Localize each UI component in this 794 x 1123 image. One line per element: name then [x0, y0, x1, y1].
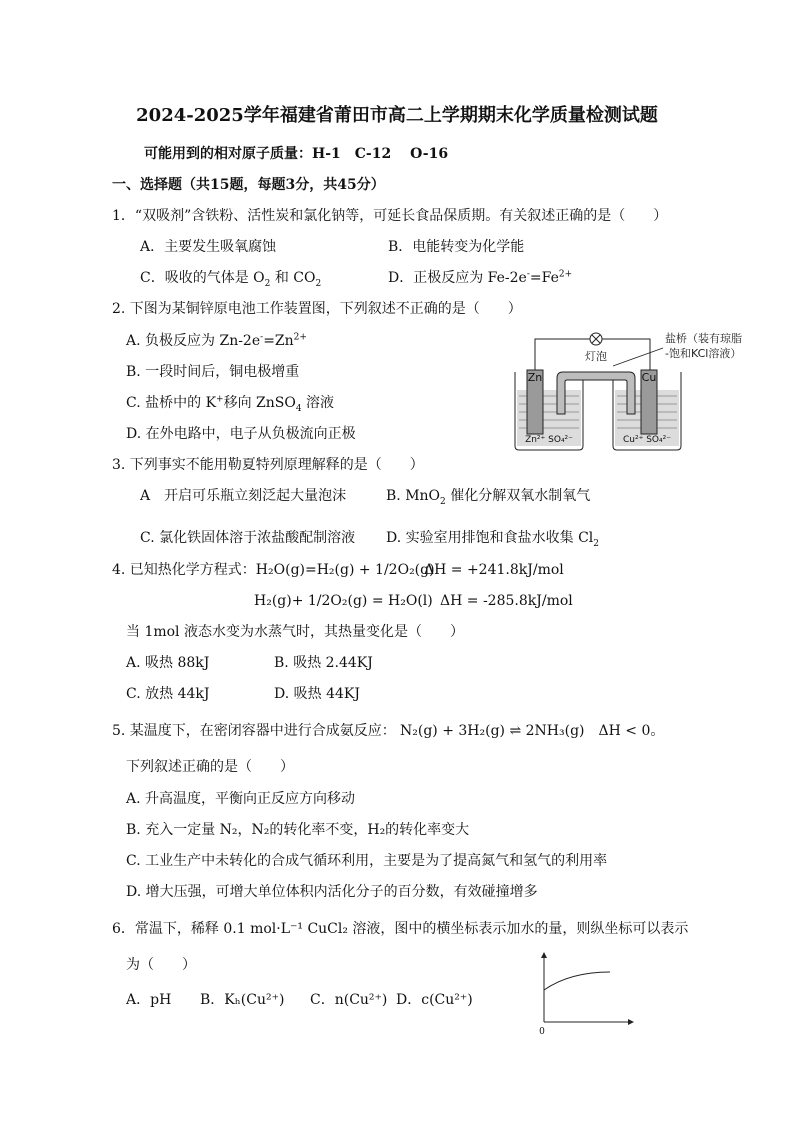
q2-option-a: A. 负极反应为 $Zn-2e^-=Zn^{2+}$ — [126, 332, 307, 349]
q1-option-b: B．电能转变为化学能 — [388, 239, 525, 255]
q4-option-a: A. 吸热 88kJ — [126, 655, 210, 671]
q5-option-c: C. 工业生产中未转化的合成气循环利用，主要是为了提高氮气和氢气的利用率 — [126, 853, 608, 869]
dilution-graph — [530, 950, 640, 1040]
q6-option-c: C．n(Cu²⁺) — [310, 992, 388, 1008]
salt-bridge-label-2: -饱和KCl溶液） — [665, 347, 742, 360]
q4-option-d: D. 吸热 44KJ — [274, 686, 360, 702]
galvanic-cell-diagram — [505, 326, 765, 452]
left-ions-label: Zn²⁺ SO₄²⁻ — [525, 435, 573, 445]
x-axis-arrow — [628, 1019, 634, 1025]
q1-option-a: A．主要发生吸氧腐蚀 — [140, 239, 277, 255]
q6-stem: 6．常温下，稀释 0.1 mol·L⁻¹ CuCl₂ 溶液，图中的横坐标表示加水的量，则纵坐标可以表示 — [112, 921, 689, 937]
q6-option-d: D．c(Cu²⁺) — [396, 992, 473, 1008]
q3-stem: 3. 下列事实不能用勒夏特列原理解释的是（ ） — [112, 457, 424, 473]
right-ions-label: Cu²⁺ SO₄²⁻ — [623, 435, 671, 445]
q5-option-b: B. 充入一定量 N₂，N₂的转化率不变，H₂的转化率变大 — [126, 822, 470, 838]
q6-question: 为（ ） — [126, 957, 196, 973]
zn-label: Zn — [527, 371, 543, 384]
section-heading: 一、选择题（共15题，每题3分，共45分） — [112, 177, 385, 193]
q4-dh1: ΔH = +241.8kJ/mol — [424, 562, 564, 578]
q2-option-d: D. 在外电路中，电子从负极流向正极 — [126, 426, 356, 442]
bulb-icon — [590, 333, 602, 345]
q5-option-a: A. 升高温度，平衡向正反应方向移动 — [126, 791, 356, 807]
q4-question: 当 1mol 液态水变为水蒸气时，其热量变化是（ ） — [126, 624, 464, 640]
q5-question: 下列叙述正确的是（ ） — [126, 759, 294, 775]
salt-bridge-label-1: 盐桥（装有琼脂 — [665, 332, 742, 345]
q4-option-c: C. 放热 44kJ — [126, 686, 210, 702]
q5-stem: 5. 某温度下，在密闭容器中进行合成氨反应： — [112, 723, 396, 739]
q3-option-a: A 开启可乐瓶立刻泛起大量泡沫 — [140, 488, 347, 504]
page-title: 2024-2025学年福建省莆田市高二上学期期末化学质量检测试题 — [136, 105, 658, 126]
y-axis-arrow — [541, 952, 547, 958]
q4-stem: 4. 已知热化学方程式：H₂O(g)=H₂(g) + 1/2O₂(g) — [112, 562, 435, 578]
graph-origin-label: 0 — [539, 1027, 545, 1037]
q2-option-c: C. 盐桥中的 K+移向 ZnSO$_4$ 溶液 — [126, 394, 335, 414]
q6-option-b: B．Kₕ(Cu²⁺) — [200, 992, 285, 1008]
atomic-mass-line: 可能用到的相对原子质量：H-1 C-12 O-16 — [144, 146, 449, 162]
q1-option-c: C．吸收的气体是 $O_2$ 和 $CO_2$ — [140, 270, 322, 289]
q6-option-a: A．pH — [126, 992, 172, 1008]
q3-option-b: B. MnO$_2$ 催化分解双氧水制氧气 — [386, 488, 591, 507]
q3-option-c: C. 氯化铁固体溶于浓盐酸配制溶液 — [140, 530, 356, 546]
q5-equation: N₂(g) + 3H₂(g) ⇌ 2NH₃(g) ΔH < 0。 — [400, 723, 665, 739]
q5-option-d: D. 增大压强，可增大单位体积内活化分子的百分数，有效碰撞增多 — [126, 884, 538, 900]
q4-option-b: B. 吸热 2.44KJ — [274, 655, 373, 671]
graph-curve — [544, 972, 610, 990]
bulb-label: 灯泡 — [585, 350, 607, 363]
q4-eq2: H₂(g)+ 1/2O₂(g) = H₂O(l) — [254, 593, 433, 609]
q2-option-b: B. 一段时间后，铜电极增重 — [126, 364, 300, 380]
q3-option-d: D. 实验室用排饱和食盐水收集 $Cl_2$ — [386, 530, 599, 549]
q1-stem: 1．“双吸剂”含铁粉、活性炭和氯化钠等，可延长食品保质期。有关叙述正确的是（ ） — [112, 208, 668, 224]
cu-label: Cu — [641, 371, 657, 384]
q4-dh2: ΔH = -285.8kJ/mol — [440, 593, 573, 609]
q1-option-d: D．正极反应为 $Fe-2e^-=Fe^{2+}$ — [388, 269, 573, 286]
q2-stem: 2. 下图为某铜锌原电池工作装置图，下列叙述不正确的是（ ） — [112, 301, 522, 317]
